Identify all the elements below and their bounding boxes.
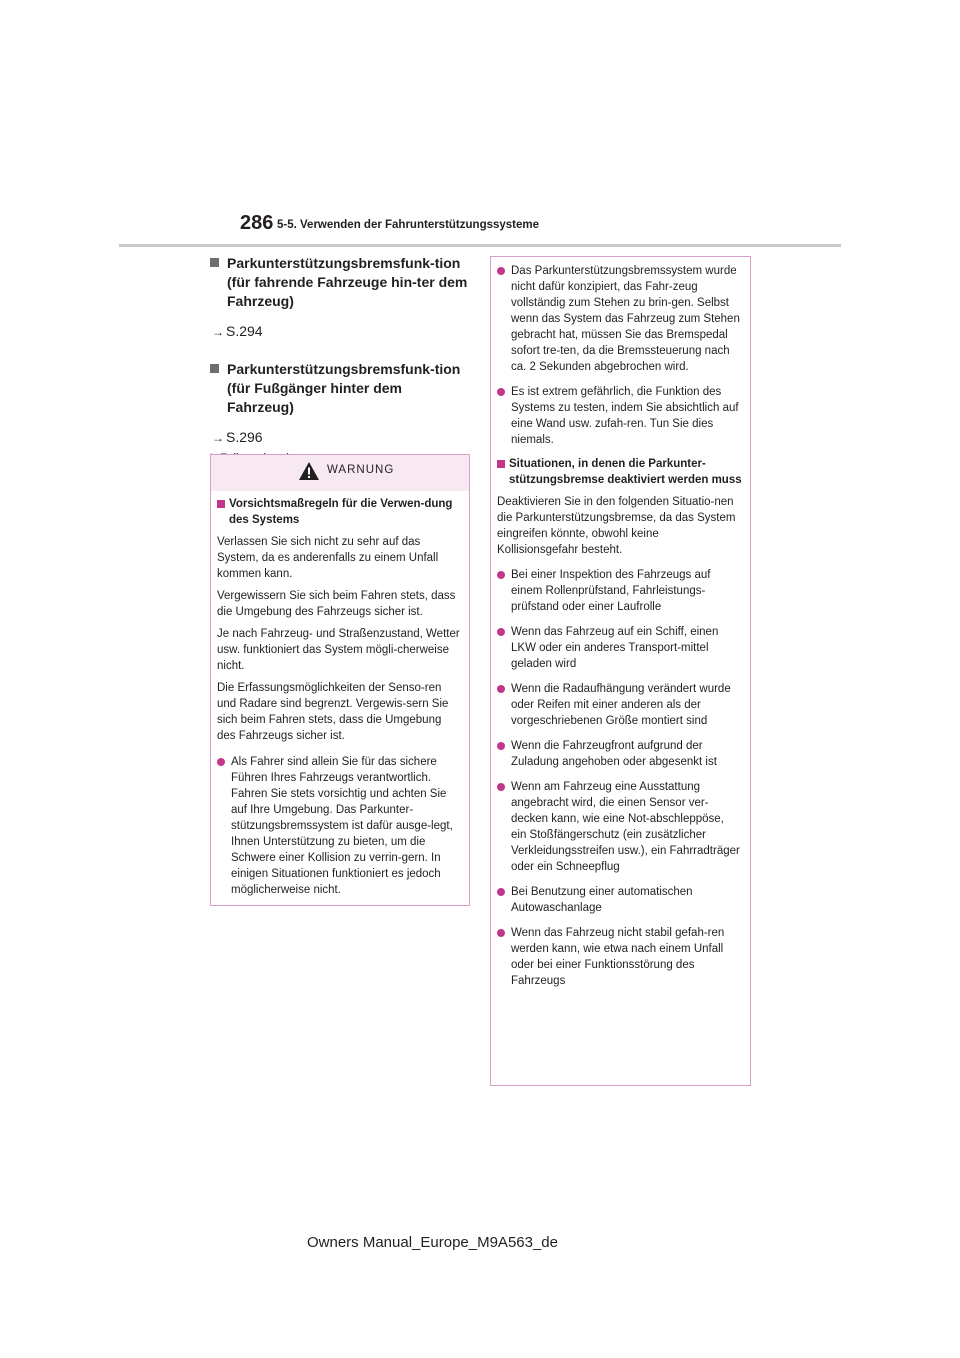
- warning-triangle-icon: [298, 461, 320, 481]
- arrow-right-icon: →: [212, 325, 224, 339]
- heading-text: Parkunterstützungsbremsfunk-tion (für fahrende Fahrzeuge hin-ter dem Fahrzeug): [227, 255, 468, 309]
- warning-continued-body: [491, 257, 750, 1004]
- bullet-text: Bei einer Inspektion des Fahrzeugs auf einem Rollenprüfstand, Fahrleistungs-prüfstand oder einer Laufrolle: [511, 569, 711, 613]
- circle-bullet-icon: [497, 742, 505, 750]
- circle-bullet-icon: [497, 888, 505, 896]
- subheading-text: Vorsichtsmaßregeln für die Verwen-dung des Systems: [229, 498, 453, 526]
- situation-bullet: [497, 567, 742, 615]
- page-reference-text: S.296: [226, 429, 263, 445]
- header-divider: [119, 244, 841, 247]
- warning-subheading: [217, 497, 461, 528]
- circle-bullet-icon: [497, 929, 505, 937]
- square-bullet-icon: [217, 500, 225, 508]
- heading-text: Parkunterstützungsbremsfunk-tion (für Fußgänger hinter dem Fahrzeug): [227, 361, 461, 415]
- square-bullet-icon: [210, 364, 219, 373]
- page-number: 286: [240, 212, 274, 234]
- bullet-text: Wenn die Fahrzeugfront aufgrund der Zuladung angehoben oder abgesenkt ist: [511, 740, 717, 768]
- warning-title: WARNUNG: [327, 464, 395, 476]
- warning-bullet: [217, 754, 461, 898]
- circle-bullet-icon: [497, 267, 505, 275]
- subheading-text: Situationen, in denen die Parkunter-stützungsbremse deaktiviert werden muss: [509, 458, 742, 486]
- heading-moving-vehicles: [210, 254, 472, 311]
- warning-paragraph: Verlassen Sie sich nicht zu sehr auf das System, da es anderenfalls zu einem Unfall kommen kann.: [217, 536, 439, 580]
- warning-box: [210, 454, 470, 906]
- section-title: 5-5. Verwenden der Fahrunterstützungssysteme: [277, 219, 540, 231]
- bullet-text: Wenn das Fahrzeug nicht stabil gefah-ren werden kann, wie etwa nach einem Unfall oder bei einer Funktionsstörung des Fahrzeugs: [511, 927, 725, 987]
- warning-box-continued: [490, 256, 751, 1086]
- bullet-text: Wenn das Fahrzeug auf ein Schiff, einen LKW oder ein anderes Transport-mittel geladen wird: [511, 626, 719, 670]
- warning-paragraph: Vergewissern Sie sich beim Fahren stets, dass die Umgebung des Fahrzeugs sicher ist.: [217, 590, 456, 618]
- circle-bullet-icon: [217, 758, 225, 766]
- situation-bullet: [497, 738, 742, 770]
- bullet-text: Bei Benutzung einer automatischen Autowaschanlage: [511, 886, 693, 914]
- left-column: [210, 254, 472, 467]
- situation-bullet: [497, 681, 742, 729]
- warning-body: [211, 491, 469, 913]
- warning-bullet: [497, 384, 742, 448]
- bullet-text: Das Parkunterstützungsbremssystem wurde nicht dafür konzipiert, das Fahr-zeug vollständig zum Stehen zu brin-gen. Selbst wenn das System das Fahrzeug zum Stehen gebracht hat, müssen Sie das Bremspedal sofort tre-ten, da die Bremssteuerung nach ca. 2 Sekunden abgebrochen wird.: [511, 265, 740, 373]
- situation-bullet: [497, 925, 742, 989]
- situation-bullet: [497, 624, 742, 672]
- deactivation-paragraph: Deaktivieren Sie in den folgenden Situatio-nen die Parkunterstützungsbremse, da das System eingreifen könnte, obwohl keine Kollisionsgefahr besteht.: [497, 496, 736, 556]
- arrow-right-icon: →: [212, 431, 224, 445]
- warning-paragraph: Die Erfassungsmöglichkeiten der Senso-ren und Radare sind begrenzt. Vergewis-sern Sie sich beim Fahren stets, dass die Umgebung des Fahrzeugs sicher ist.: [217, 682, 449, 742]
- bullet-text: Wenn die Radaufhängung verändert wurde oder Reifen mit einer anderen als der vorgeschriebenen Größe montiert sind: [511, 683, 731, 727]
- bullet-text: Wenn am Fahrzeug eine Ausstattung angebracht wird, die einen Sensor ver-decken kann, wie eine Not-abschleppöse, ein Stoßfängerschutz (ein zusätzlicher Verkleidungsstreifen usw.), ein Fahrradträger oder ein Schneepflug: [511, 781, 740, 873]
- circle-bullet-icon: [497, 628, 505, 636]
- bullet-text: Als Fahrer sind allein Sie für das sichere Führen Ihres Fahrzeugs verantwortlich. Fahren Sie stets vorsichtig und achten Sie auf Ihre Umgebung. Das Parkunter-stützungsbremssystem ist dafür ausge-legt, Ihnen Unterstützung zu bieten, um die Schwere einer Kollision zu verrin-gern. In einigen Situationen funktioniert es jedoch möglicherweise nicht.: [231, 756, 453, 896]
- circle-bullet-icon: [497, 783, 505, 791]
- deactivation-subheading: [497, 457, 742, 488]
- situation-bullet: [497, 779, 742, 875]
- square-bullet-icon: [497, 460, 505, 468]
- warning-header: [211, 455, 469, 491]
- circle-bullet-icon: [497, 388, 505, 396]
- circle-bullet-icon: [497, 685, 505, 693]
- page-reference-text: S.294: [226, 323, 263, 339]
- warning-bullet: [497, 263, 742, 375]
- situation-bullet: [497, 884, 742, 916]
- heading-pedestrians: [210, 360, 472, 417]
- bullet-text: Es ist extrem gefährlich, die Funktion des Systems zu testen, indem Sie absichtlich auf eine Wand usw. zufah-ren. Tun Sie dies niemals.: [511, 386, 739, 446]
- square-bullet-icon: [210, 258, 219, 267]
- page-reference[interactable]: [210, 428, 472, 448]
- footer-document-id: Owners Manual_Europe_M9A563_de: [307, 1234, 558, 1251]
- warning-paragraph: Je nach Fahrzeug- und Straßenzustand, Wetter usw. funktioniert das System mögli-cherweise nicht.: [217, 628, 460, 672]
- circle-bullet-icon: [497, 571, 505, 579]
- page-reference[interactable]: [210, 322, 472, 342]
